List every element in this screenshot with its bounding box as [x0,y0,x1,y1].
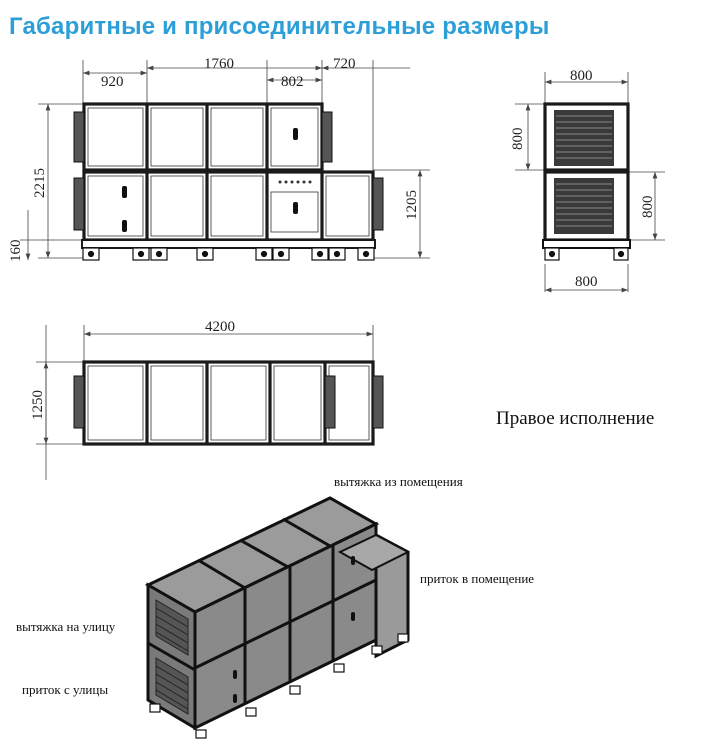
variant-label: Правое исполнение [496,408,655,429]
side-dim-bottom: 800 [575,274,598,290]
label-exhaust-from-room: вытяжка из помещения [334,474,463,489]
side-dim-top: 800 [570,68,593,84]
page-title: Габаритные и присоединительные размеры [9,13,550,40]
top-view [30,319,383,480]
side-view [510,68,665,292]
label-supply-to-room: приток в помещение [420,571,535,586]
front-dim-1205: 1205 [404,190,420,220]
top-dim-4200: 4200 [205,319,235,335]
front-dim-802: 802 [281,74,304,90]
front-unit-body [74,104,383,248]
top-dim-1250: 1250 [30,390,46,420]
front-view [8,56,430,262]
side-dim-right: 800 [640,195,656,218]
front-dim-2215: 2215 [32,168,48,198]
label-supply-from-outside: приток с улицы [22,682,109,697]
front-dim-1760: 1760 [204,56,234,72]
front-feet [83,248,374,260]
label-exhaust-outside: вытяжка на улицу [16,619,116,634]
front-dim-920: 920 [101,74,124,90]
isometric-view [148,498,408,738]
side-dim-left: 800 [510,127,526,150]
front-dim-160: 160 [8,239,24,262]
front-dim-720: 720 [333,56,356,72]
